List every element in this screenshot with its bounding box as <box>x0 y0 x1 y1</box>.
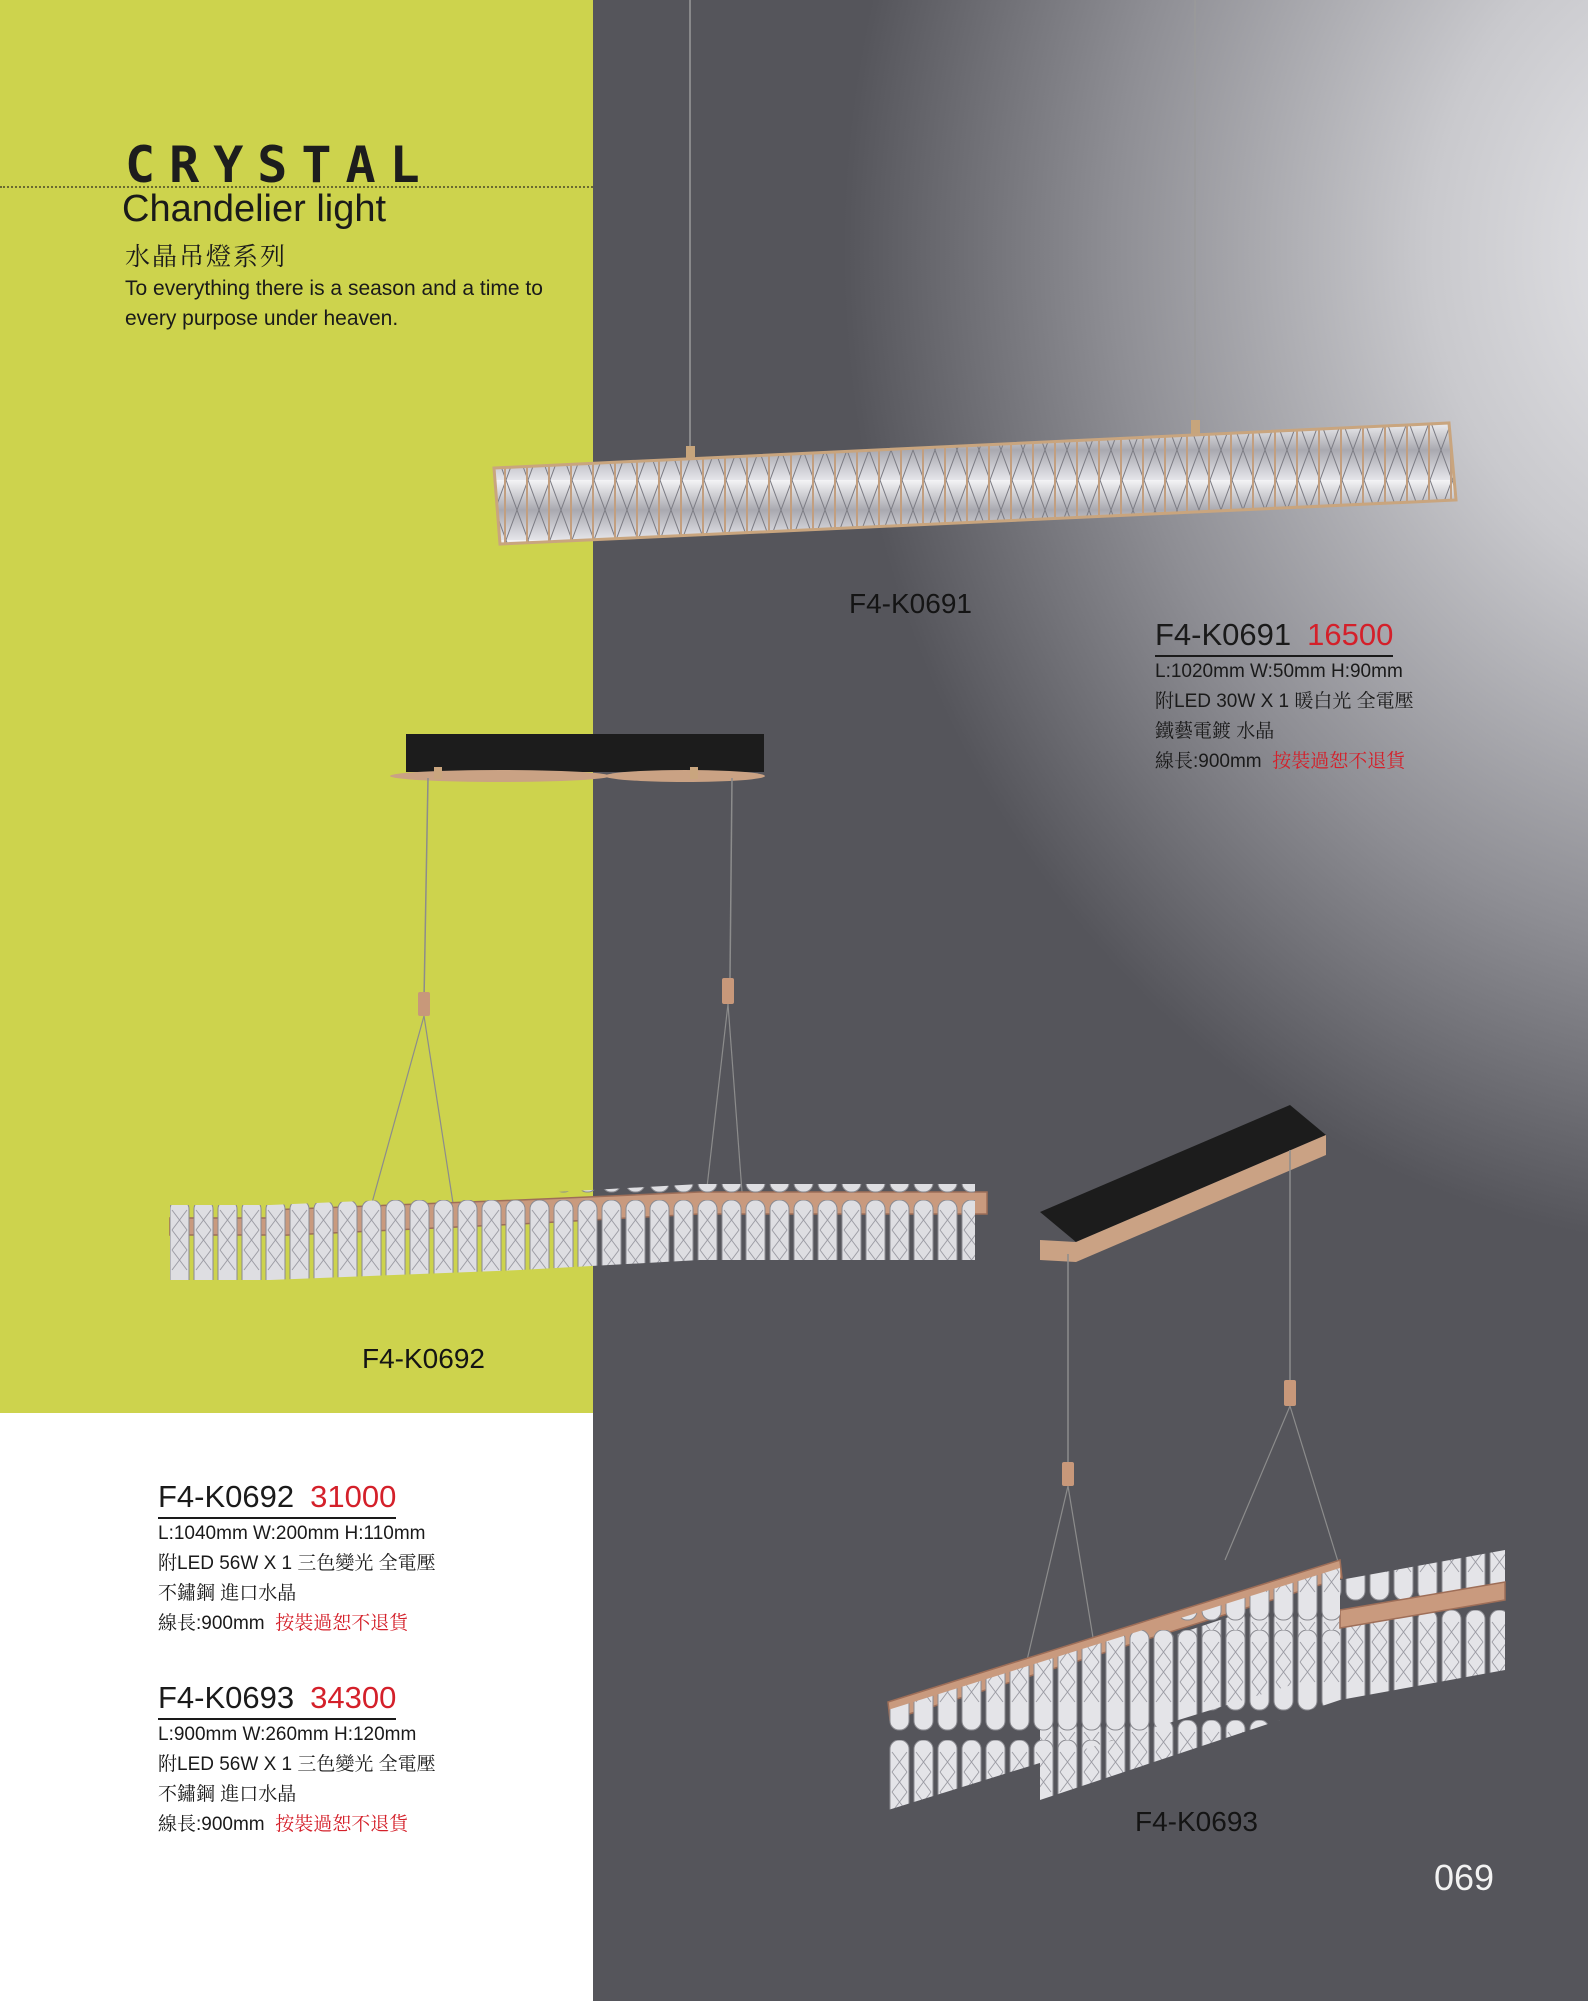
spec-header <box>1155 617 1393 657</box>
price: 16500 <box>1307 617 1394 652</box>
return-note: 按裝過恕不退貨 <box>275 1613 409 1634</box>
led-spec: 附LED 56W X 1 三色變光 全電壓 <box>158 1553 436 1574</box>
spec-block-k0692 <box>158 1479 436 1639</box>
brand-title: CRYSTAL <box>125 136 434 194</box>
return-note: 按裝過恕不退貨 <box>1272 751 1406 772</box>
cable-line <box>158 1609 436 1639</box>
spec-header <box>158 1479 396 1519</box>
cable-length: 線長:900mm <box>1155 751 1262 772</box>
material: 不鏽鋼 進口水晶 <box>158 1784 297 1805</box>
led-spec: 附LED 56W X 1 三色變光 全電壓 <box>158 1754 436 1775</box>
cable-length: 線長:900mm <box>158 1613 265 1634</box>
subtitle-chinese: 水晶吊燈系列 <box>125 243 288 271</box>
model-number: F4-K0691 <box>1155 617 1292 652</box>
dimensions: L:1020mm W:50mm H:90mm <box>1155 661 1403 682</box>
price: 31000 <box>310 1479 397 1514</box>
model-number: F4-K0693 <box>158 1680 295 1715</box>
cable-length: 線長:900mm <box>158 1814 265 1835</box>
subtitle: Chandelier light <box>122 188 387 230</box>
label-k0691: F4-K0691 <box>849 588 972 619</box>
label-k0692: F4-K0692 <box>362 1343 485 1374</box>
chandelier-k0691-image <box>0 0 1588 620</box>
material: 不鏽鋼 進口水晶 <box>158 1583 297 1604</box>
tagline: To everything there is a season and a time to every purpose under heaven. <box>125 277 543 330</box>
dimensions: L:900mm W:260mm H:120mm <box>158 1724 417 1745</box>
cable-line <box>158 1810 436 1840</box>
price: 34300 <box>310 1680 397 1715</box>
material: 鐵藝電鍍 水晶 <box>1155 721 1275 742</box>
page-number: 069 <box>1434 1857 1495 1898</box>
spec-block-k0693 <box>158 1680 436 1840</box>
model-number: F4-K0692 <box>158 1479 295 1514</box>
spec-header <box>158 1680 396 1720</box>
led-spec: 附LED 30W X 1 暖白光 全電壓 <box>1155 691 1414 712</box>
return-note: 按裝過恕不退貨 <box>275 1814 409 1835</box>
label-k0693: F4-K0693 <box>1135 1806 1258 1837</box>
dimensions: L:1040mm W:200mm H:110mm <box>158 1523 426 1544</box>
